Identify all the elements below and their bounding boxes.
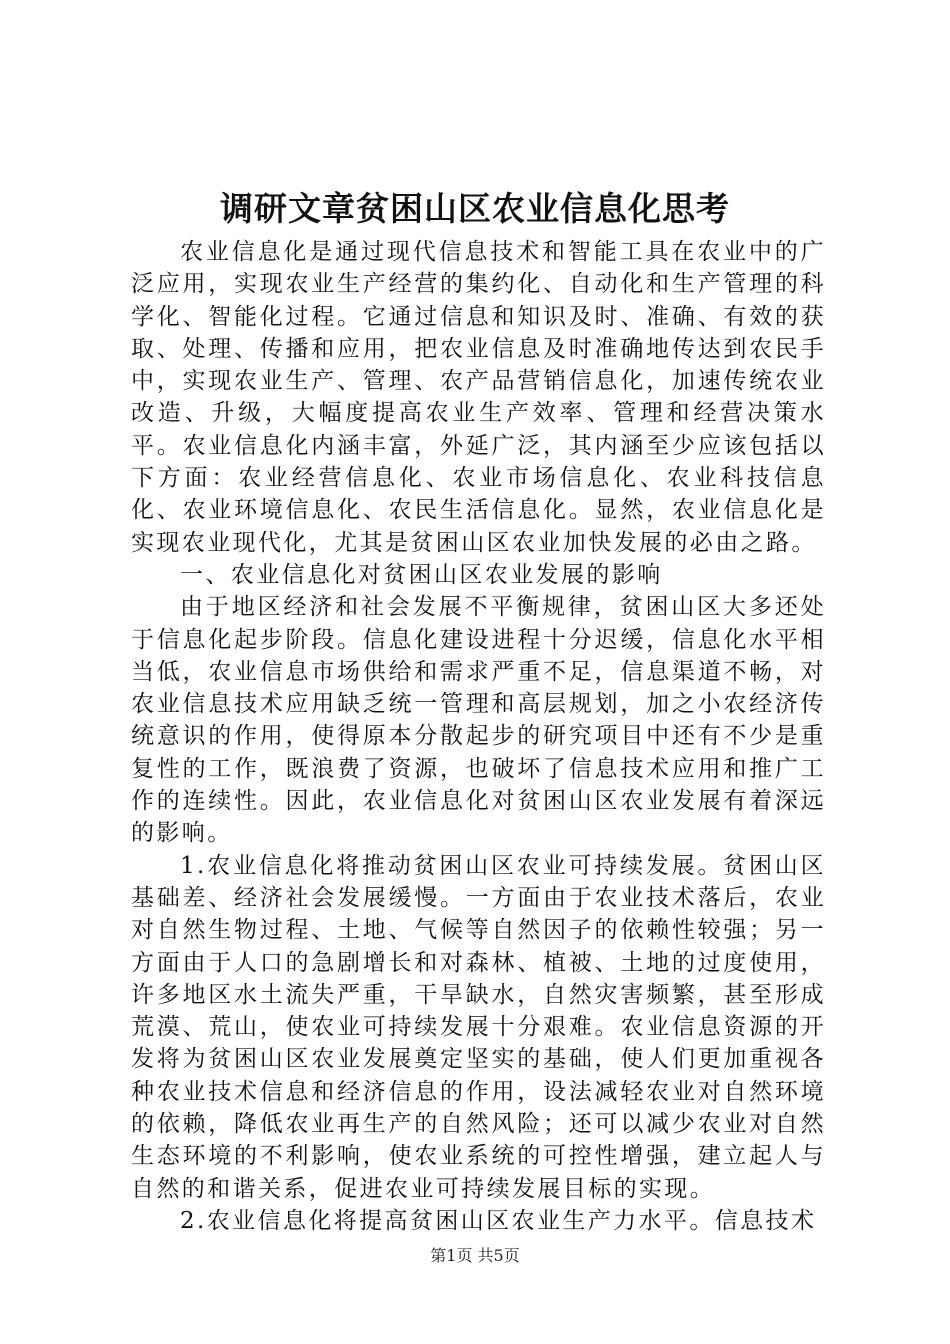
page-footer: 第1页 共5页 [430, 1246, 520, 1265]
paragraph-point-2: 2.农业信息化将提高贫困山区农业生产力水平。信息技术 [180, 1207, 817, 1234]
document-body [131, 236, 826, 1237]
paragraph-section-1: 由于地区经济和社会发展不平衡规律，贫困山区大多还处于信息化起步阶段。信息化建设进程十分迟缓，信息化水平相当低，农业信息市场供给和需求严重不足，信息渠道不畅，对农业信息技术应用缺乏统一管理和高层规划，加之小农经济传统意识的作用，使得原本分散起步的研究项目中还有不少是重复性的工作，既浪费了资源，也破坏了信息技术应用和推广工作的连续性。因此，农业信息化对贫困山区农业发展有着深远的影响。 [131, 594, 826, 847]
section-heading-1: 一、农业信息化对贫困山区农业发展的影响 [180, 561, 663, 588]
document-title: 调研文章贫困山区农业信息化思考 [220, 189, 730, 228]
paragraph-point-1: 1.农业信息化将推动贫困山区农业可持续发展。贫困山区基础差、经济社会发展缓慢。一方面由于农业技术落后，农业对自然生物过程、土地、气候等自然因子的依赖性较强；另一方面由于人口的急剧增长和对森林、植被、土地的过度使用，许多地区水土流失严重，干旱缺水，自然灾害频繁，甚至形成荒漠、荒山，使农业可持续发展十分艰难。农业信息资源的开发将为贫困山区农业发展奠定坚实的基础，使人们更加重视各种农业技术信息和经济信息的作用，设法减轻农业对自然环境的依赖，降低农业再生产的自然风险；还可以减少农业对自然生态环境的不利影响，使农业系统的可控性增强，建立起人与自然的和谐关系，促进农业可持续发展目标的实现。 [131, 852, 826, 1202]
paragraph-intro: 农业信息化是通过现代信息技术和智能工具在农业中的广泛应用，实现农业生产经营的集约化、自动化和生产管理的科学化、智能化过程。它通过信息和知识及时、准确、有效的获取、处理、传播和应用，把农业信息及时准确地传达到农民手中，实现农业生产、管理、农产品营销信息化，加速传统农业改造、升级，大幅度提高农业生产效率、管理和经营决策水平。农业信息化内涵丰富，外延广泛，其内涵至少应该包括以下方面：农业经营信息化、农业市场信息化、农业科技信息化、农业环境信息化、农民生活信息化。显然，农业信息化是实现农业现代化，尤其是贫困山区农业加快发展的必由之路。 [131, 239, 826, 556]
